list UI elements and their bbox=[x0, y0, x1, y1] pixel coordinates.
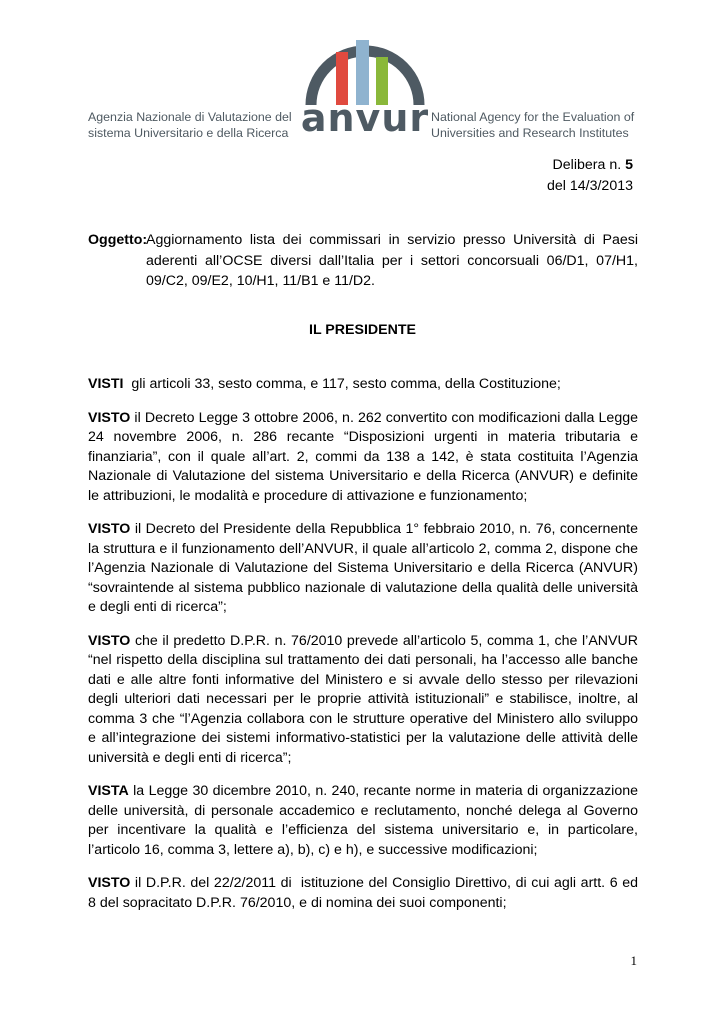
paragraph-text: che il predetto D.P.R. n. 76/2010 prevede all’articolo 5, comma 1, che l’ANVUR “nel rispetto della disciplina sul trattamento dei dati personali, ha l’accesso alle banche dati e alle altre fonti informative del Ministero e si avvale dello stesso per rilevazioni degli ulteriori dati necessari per le proprie attività istituzionali” e stabilisce, inoltre, al comma 3 che “l’Agenzia collabora con le strutture operative del Ministero allo sviluppo e all’integrazione dei sistemi informativo-statistici per la valutazione delle attività delle università e degli enti di ricerca”; bbox=[88, 632, 638, 766]
agency-name-english bbox=[431, 110, 634, 141]
section-title: IL PRESIDENTE bbox=[309, 322, 416, 338]
agency-name-italian bbox=[88, 110, 292, 141]
subject-label: Oggetto: bbox=[88, 232, 148, 248]
paragraph-keyword: VISTO bbox=[88, 875, 131, 891]
agency-name-english-line1: National Agency for the Evaluation of bbox=[431, 110, 635, 124]
paragraph bbox=[88, 874, 642, 913]
paragraph bbox=[88, 409, 638, 507]
paragraph-keyword: VISTO bbox=[88, 409, 131, 426]
paragraph-text: il Decreto del Presidente della Repubblica 1° febbraio 2010, n. 76, concernente la struttura e il funzionamento dell’ANVUR, il quale all’articolo 2, comma 2, dispone che l’Agenzia Nazionale di Valutazione del Sistema Universitario e della Ricerca (ANVUR) “sovraintende al sistema pubblico nazionale di valutazione della qualità delle università e degli enti di ricerca”; bbox=[88, 521, 638, 615]
agency-name-italian-line1: Agenzia Nazionale di Valutazione del bbox=[88, 110, 292, 124]
paragraph bbox=[88, 632, 638, 769]
delibera-number-line bbox=[547, 155, 633, 176]
paragraph-text: la Legge 30 dicembre 2010, n. 240, recante norme in materia di organizzazione delle università, di personale accademico e reclutamento, nonché delega al Governo per incentivare la qualità e l’efficienza del sistema universitario e, in particolare, l’articolo 16, comma 3, lettere a), b), c) e h), e successive modificazioni; bbox=[88, 783, 638, 858]
paragraph bbox=[88, 782, 638, 860]
paragraph bbox=[88, 520, 638, 618]
delibera-number: 5 bbox=[625, 157, 633, 173]
paragraph-keyword: VISTA bbox=[88, 783, 129, 799]
paragraph-text: il Decreto Legge 3 ottobre 2006, n. 262 convertito con modificazioni dalla Legge 24 novembre 2006, n. 286 recante “Disposizioni urgenti in materia tributaria e finanziaria”, con il quale all’art. 2, commi da 138 a 142, è stata costituita l’Agenzia Nazionale di Valutazione del sistema Universitario e della Ricerca (ANVUR) e definite le attribuzioni, le modalità e procedure di attivazione e funzionamento; bbox=[88, 409, 638, 504]
document-body bbox=[88, 375, 642, 927]
subject-block bbox=[88, 230, 638, 292]
paragraph-text: gli articoli 33, sesto comma, e 117, sesto comma, della Costituzione; bbox=[123, 376, 561, 392]
subject-text: Aggiornamento lista dei commissari in servizio presso Università di Paesi aderenti all’OCSE diversi dall’Italia per i settori concorsuali 06/D1, 07/H1, 09/C2, 09/E2, 10/H1, 11/B1 e 11/D2. bbox=[146, 232, 638, 289]
delibera-label: Delibera n. bbox=[552, 157, 626, 173]
delibera-reference bbox=[547, 155, 633, 196]
anvur-logo-text: anvur bbox=[300, 96, 430, 140]
paragraph-keyword: VISTI bbox=[88, 376, 124, 392]
paragraph-keyword: VISTO bbox=[88, 632, 131, 649]
delibera-date: del 14/3/2013 bbox=[547, 177, 633, 194]
paragraph-keyword: VISTO bbox=[88, 521, 131, 537]
paragraph bbox=[88, 375, 638, 395]
letterhead bbox=[0, 0, 725, 150]
agency-name-italian-line2: sistema Universitario e della Ricerca bbox=[88, 125, 289, 140]
paragraph-text: il D.P.R. del 22/2/2011 di istituzione del Consiglio Direttivo, di cui agli artt. 6 ed 8 del sopracitato D.P.R. 76/2010, e di nomina dei suoi componenti; bbox=[88, 875, 642, 911]
page-number: 1 bbox=[630, 953, 637, 968]
agency-name-english-line2: Universities and Research Institutes bbox=[431, 125, 629, 140]
